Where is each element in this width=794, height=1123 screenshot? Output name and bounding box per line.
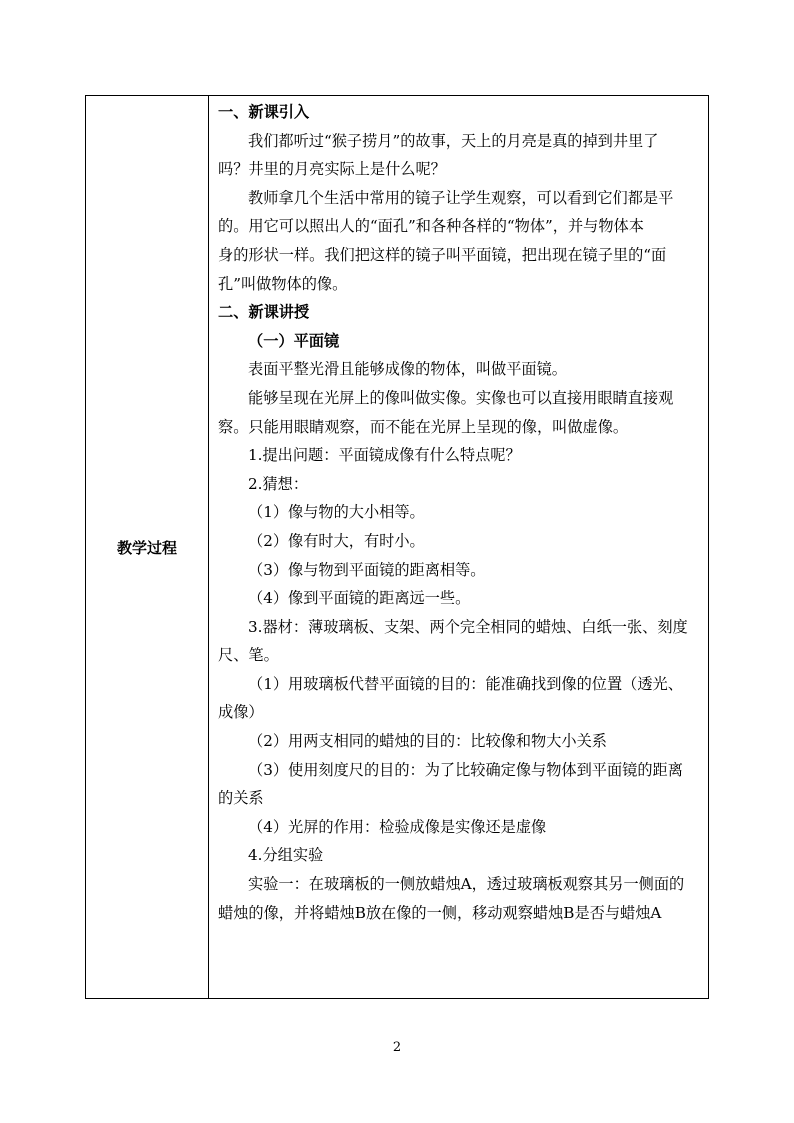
text-line: （1）像与物的大小相等。 — [248, 503, 425, 522]
content-cell — [210, 96, 708, 998]
text-line: 察。只能用眼睛观察，而不能在光屏上呈现的像，叫做虚像。 — [218, 417, 629, 436]
section-label: 教学过程 — [116, 539, 177, 557]
label-cell — [86, 96, 209, 998]
text-line: （4）光屏的作用：检验成像是实像还是虚像 — [248, 817, 547, 836]
text-line: 1.提出问题：平面镜成像有什么特点呢？ — [248, 446, 521, 465]
text-line: （1）用玻璃板代替平面镜的目的：能准确找到像的位置（透光、 — [248, 674, 683, 693]
text-line: 实验一：在玻璃板的一侧放蜡烛A，透过玻璃板观察其另一侧面的 — [248, 875, 685, 894]
text-line: 蜡烛的像，并将蜡烛B放在像的一侧，移动观察蜡烛B是否与蜡烛A — [218, 903, 662, 922]
text-line: （2）用两支相同的蜡烛的目的：比较像和物大小关系 — [248, 732, 607, 751]
section-heading: 二、新课讲授 — [218, 303, 310, 322]
text-line: 尺、笔。 — [218, 646, 279, 665]
text-line: 表面平整光滑且能够成像的物体，叫做平面镜。 — [248, 360, 567, 379]
text-line: （3）使用刻度尺的目的：为了比较确定像与物体到平面镜的距离 — [248, 760, 683, 779]
text-line: 能够呈现在光屏上的像叫做实像。实像也可以直接用眼睛直接观 — [248, 388, 674, 407]
text-line: 吗？井里的月亮实际上是什么呢？ — [218, 160, 446, 179]
text-line: 4.分组实验 — [248, 846, 324, 865]
text-line: 成像） — [218, 703, 264, 722]
text-line: （2）像有时大，有时小。 — [248, 531, 425, 550]
text-line: 教师拿几个生活中常用的镜子让学生观察，可以看到它们都是平 — [248, 188, 674, 207]
text-line: 2.猜想： — [248, 474, 309, 493]
text-line: （3）像与物到平面镜的距离相等。 — [248, 560, 486, 579]
text-line: 身的形状一样。我们把这样的镜子叫平面镜，把出现在镜子里的“面 — [218, 245, 667, 264]
text-line: 的关系 — [218, 789, 264, 808]
section-heading: （一）平面镜 — [248, 331, 340, 350]
text-line: （4）像到平面镜的距离远一些。 — [248, 589, 471, 608]
page-number: 2 — [392, 1040, 402, 1055]
section-heading: 一、新课引入 — [218, 103, 310, 121]
text-line: 的。用它可以照出人的“面孔”和各种各样的“物体”，并与物体本 — [218, 217, 644, 236]
text-line: 我们都听过“猴子捞月”的故事，天上的月亮是真的掉到井里了 — [248, 131, 659, 150]
text-line: 3.器材：薄玻璃板、支架、两个完全相同的蜡烛、白纸一张、刻度 — [248, 617, 688, 636]
lesson-table — [85, 95, 709, 999]
text-line: 孔”叫做物体的像。 — [218, 274, 348, 293]
